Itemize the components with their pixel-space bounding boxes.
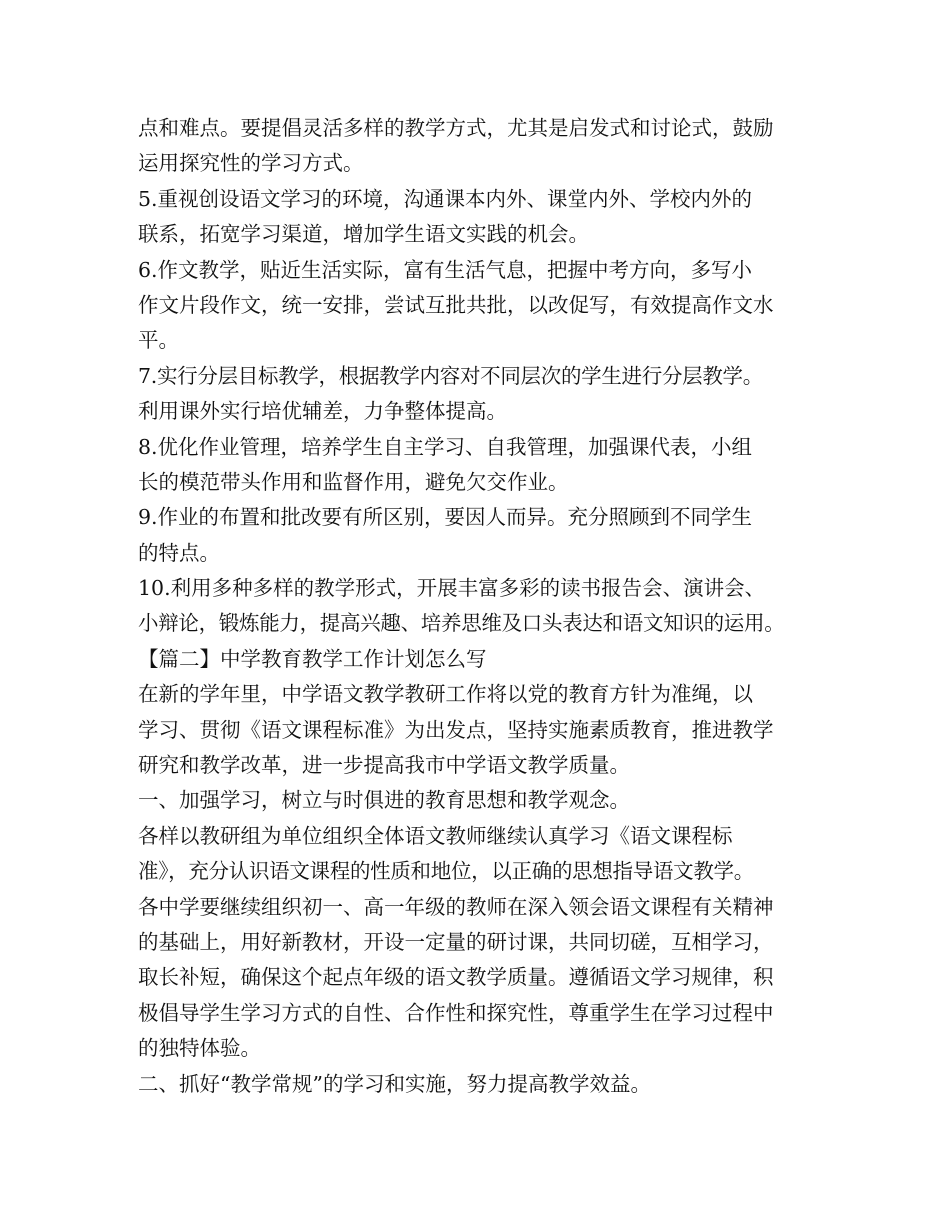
text-line: 9.作业的布置和批改要有所区别，要因人而异。充分照顾到不同学生 — [138, 505, 753, 530]
text-line: 作文片段作文，统一安排，尝试互批共批，以改促写，有效提高作文水 — [138, 292, 774, 317]
text-line: 利用课外实行培优辅差，力争整体提高。 — [138, 399, 507, 424]
text-line: 的特点。 — [138, 540, 220, 565]
text-line: 6.作文教学，贴近生活实际，富有生活气息，把握中考方向，多写小 — [138, 257, 753, 282]
subheading: 二、抓好“教学常规”的学习和实施，努力提高教学效益。 — [138, 1071, 651, 1096]
text-line: 取长补短，确保这个起点年级的语文教学质量。遵循语文学习规律，积 — [138, 965, 774, 990]
text-line: 极倡导学生学习方式的自性、合作性和探究性，尊重学生在学习过程中 — [138, 1000, 774, 1025]
text-line: 在新的学年里，中学语文教学教研工作将以党的教育方针为准绳，以 — [138, 682, 753, 707]
text-line: 各中学要继续组织初一、高一年级的教师在深入领会语文课程有关精神 — [138, 894, 774, 919]
text-line: 长的模范带头作用和监督作用，避免欠交作业。 — [138, 469, 569, 494]
text-line: 学习、贯彻《语文课程标准》为出发点，坚持实施素质教育，推进教学 — [138, 717, 774, 742]
text-line: 平。 — [138, 328, 179, 353]
text-line: 5.重视创设语文学习的环境，沟通课本内外、课堂内外、学校内外的 — [138, 186, 753, 211]
text-line: 10.利用多种多样的教学形式，开展丰富多彩的读书报告会、演讲会、 — [138, 576, 766, 601]
text-line: 准》，充分认识语文课程的性质和地位，以正确的思想指导语文教学。 — [138, 859, 754, 884]
text-line: 的基础上，用好新教材，开设一定量的研讨课，共同切磋，互相学习， — [138, 929, 774, 954]
text-line: 点和难点。要提倡灵活多样的教学方式，尤其是启发式和讨论式，鼓励 — [138, 116, 774, 140]
text-line: 各样以教研组为单位组织全体语文教师继续认真学习《语文课程标 — [138, 823, 733, 848]
subheading: 一、加强学习，树立与时俱进的教育思想和教学观念。 — [138, 788, 630, 813]
text-line: 的独特体验。 — [138, 1036, 261, 1061]
text-line: 研究和教学改革，进一步提高我市中学语文教学质量。 — [138, 753, 630, 778]
text-line: 运用探究性的学习方式。 — [138, 151, 364, 176]
text-line: 7.实行分层目标教学，根据教学内容对不同层次的学生进行分层教学。 — [138, 363, 763, 388]
document-page — [138, 111, 828, 1102]
text-line: 小辩论，锻炼能力，提高兴趣、培养思维及口头表达和语文知识的运用。 — [138, 611, 785, 636]
section-heading: 【篇二】中学教育教学工作计划怎么写 — [138, 646, 487, 671]
text-line: 联系，拓宽学习渠道，增加学生语文实践的机会。 — [138, 222, 589, 247]
text-line: 8.优化作业管理，培养学生自主学习、自我管理，加强课代表，小组 — [138, 434, 753, 459]
